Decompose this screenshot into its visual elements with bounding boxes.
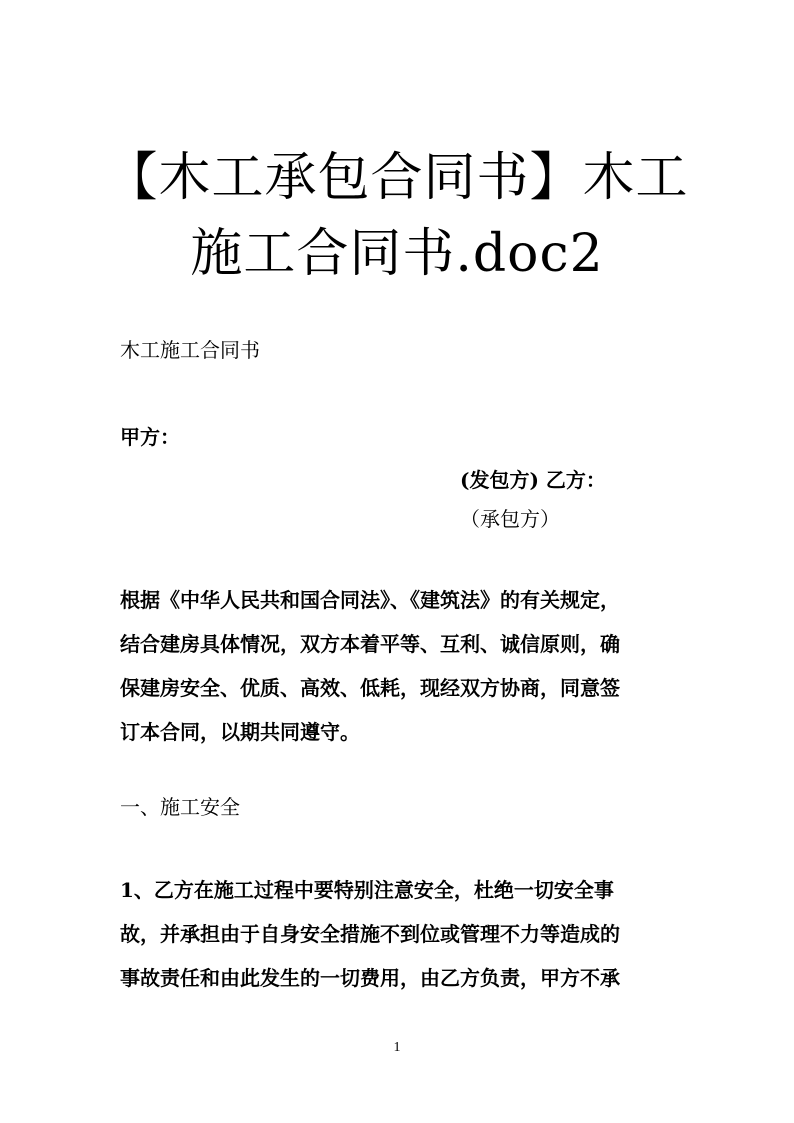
intro-line: 结合建房具体情况，双方本着平等、互利、诚信原则，确 [120, 632, 620, 656]
document-title [60, 140, 734, 292]
intro-line: 根据《中华人民共和国合同法》、《建筑法》的有关规定， [120, 588, 620, 612]
page-number: 1 [393, 1040, 401, 1055]
item-line: 事故责任和由此发生的一切费用，由乙方负责，甲方不承 [120, 966, 620, 990]
intro-line: 保建房安全、优质、高效、低耗，现经双方协商，同意签 [120, 676, 620, 700]
section-1-item-1 [120, 868, 620, 1000]
party-a-label: 甲方： [120, 425, 180, 449]
contract-heading: 木工施工合同书 [120, 338, 260, 362]
contractor-note: （承包方） [460, 507, 560, 531]
title-line-1: 【木工承包合同书】木工 [105, 148, 689, 208]
intro-line: 订本合同，以期共同遵守。 [120, 720, 360, 744]
title-line-2: 施工合同书.doc2 [190, 224, 604, 284]
section-1-title: 一、施工安全 [120, 795, 240, 819]
intro-paragraph [120, 578, 620, 754]
item-line: 1、乙方在施工过程中要特别注意安全，杜绝一切安全事 [120, 878, 614, 902]
issuer-note: (发包方) 乙方： [460, 468, 606, 492]
item-line: 故，并承担由于自身安全措施不到位或管理不力等造成的 [120, 922, 620, 946]
